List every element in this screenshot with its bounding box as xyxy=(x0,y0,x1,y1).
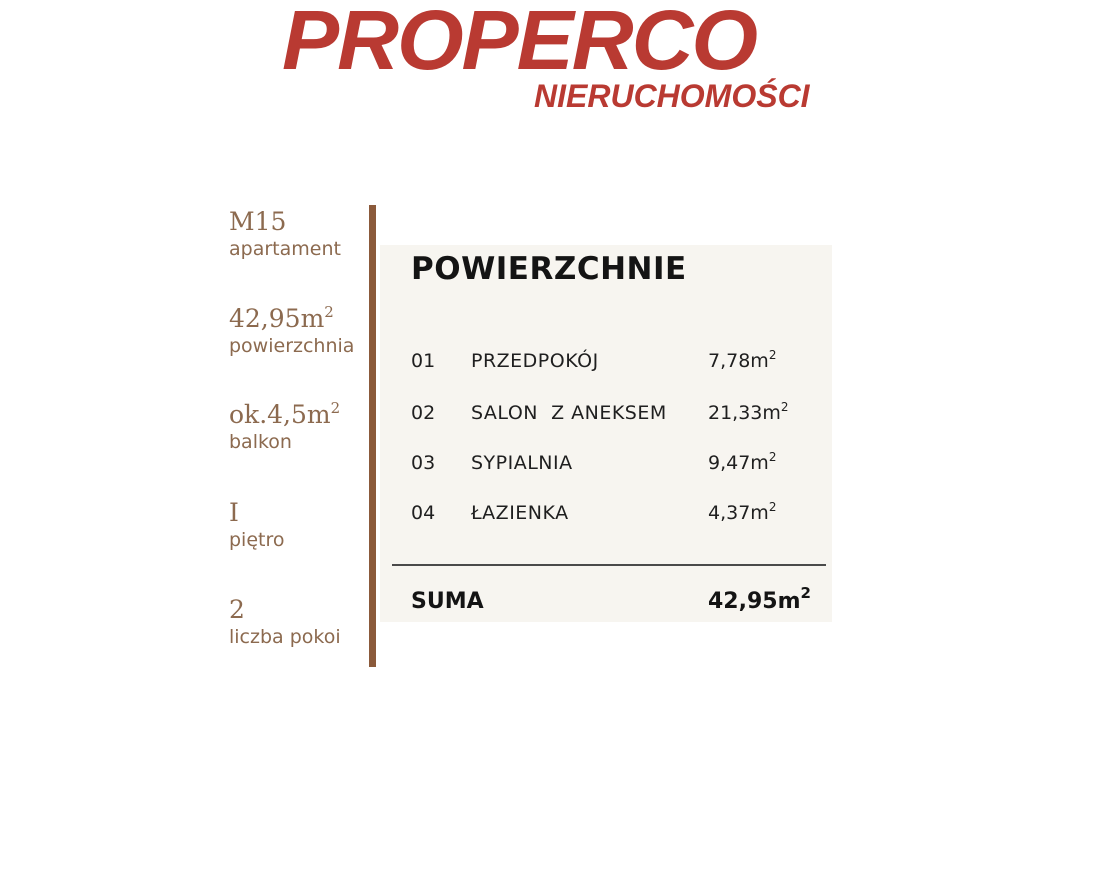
total-row xyxy=(380,584,832,617)
room-name: PRZEDPOKÓJ xyxy=(471,350,599,372)
summary-item-apartment xyxy=(229,209,341,259)
room-name: ŁAZIENKA xyxy=(471,502,569,524)
summary-label: liczba pokoi xyxy=(229,626,341,648)
room-number: 01 xyxy=(411,350,436,372)
areas-panel xyxy=(380,245,832,622)
summary-label: balkon xyxy=(229,431,292,453)
summary-item-floor xyxy=(229,500,285,550)
summary-item-balcony xyxy=(229,399,341,453)
room-name: SALON Z ANEKSEM xyxy=(471,402,667,424)
logo-wordmark: PROPERCO xyxy=(282,0,757,87)
room-area: $7,78m^2$ xyxy=(708,348,777,372)
summary-label: apartament xyxy=(229,238,341,260)
summary-value: I xyxy=(229,498,239,527)
logo-tagline: NIERUCHOMOŚCI xyxy=(534,78,810,114)
summary-value: M15 xyxy=(229,207,287,236)
room-area: $9,47m^2$ xyxy=(708,450,777,474)
total-divider xyxy=(392,564,826,566)
summary-label: powierzchnia xyxy=(229,335,355,357)
total-area: $42,95m^2$ xyxy=(708,584,811,614)
room-row xyxy=(380,450,832,476)
summary-value: $42,95m^2$ xyxy=(229,303,334,333)
summary-value: $ok.4,5m^2$ xyxy=(229,399,341,429)
room-number: 04 xyxy=(411,502,436,524)
room-row xyxy=(380,500,832,526)
room-area: $21,33m^2$ xyxy=(708,400,789,424)
room-number: 02 xyxy=(411,402,436,424)
vertical-divider xyxy=(369,205,376,667)
summary-label: piętro xyxy=(229,529,285,551)
room-name: SYPIALNIA xyxy=(471,452,573,474)
summary-item-rooms xyxy=(229,597,341,647)
room-number: 03 xyxy=(411,452,436,474)
total-label: SUMA xyxy=(411,589,484,614)
room-row xyxy=(380,348,832,374)
room-row xyxy=(380,400,832,426)
areas-title: POWIERZCHNIE xyxy=(411,251,687,287)
summary-value: 2 xyxy=(229,595,245,624)
properco-logo xyxy=(0,0,1094,130)
room-area: $4,37m^2$ xyxy=(708,500,777,524)
summary-item-area xyxy=(229,303,355,357)
